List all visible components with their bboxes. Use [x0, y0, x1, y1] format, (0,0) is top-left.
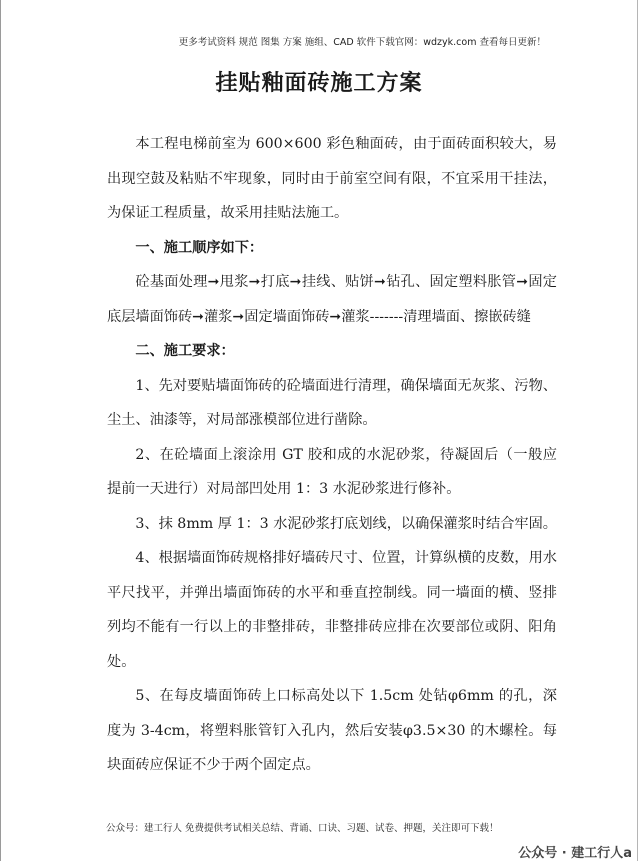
page-border-left	[0, 0, 1, 861]
section-heading-requirements: 二、施工要求：	[135, 343, 235, 359]
intro-paragraph: 本工程电梯前室为 600×600 彩色釉面砖，由于面砖面积较大，易出现空鼓及粘贴不牢现象，同时由于前室空间有限，不宜采用干挂法，为保证工程质量，故采用挂贴法施工。	[107, 136, 557, 221]
requirement-item: 5、在每皮墙面饰砖上口标高处以下 1.5cm 处钻φ6mm 的孔，深度为 3-4cm，将塑料胀管钉入孔内，然后安装φ3.5×30 的木螺栓。每块面砖应保证不少于两个固定点。	[107, 688, 557, 773]
header-note: 更多考试资料 规范 图集 方案 施组、CAD 软件下载官网：wdzyk.com 查看每日更新！	[178, 37, 546, 48]
requirement-item: 1、先对要贴墙面饰砖的砼墙面进行清理，确保墙面无灰浆、污物、尘土、油漆等，对局部涨模部位进行凿除。	[107, 377, 557, 428]
requirement-item: 3、抹 8mm 厚 1：3 水泥砂浆打底划线，以确保灌浆时结合牢固。	[135, 515, 557, 532]
requirement-item: 2、在砼墙面上滚涂用 GT 胶和成的水泥砂浆，待凝固后（一般应提前一天进行）对局部凹处用 1：3 水泥砂浆进行修补。	[107, 446, 557, 497]
requirement-item: 4、根据墙面饰砖规格排好墙砖尺寸、位置，计算纵横的皮数，用水平尺找平，并弹出墙面饰砖的水平和垂直控制线。同一墙面的横、竖排列均不能有一行以上的非整排砖，非整排砖应排在次要部位或阴、阳角处。	[107, 550, 557, 670]
document-title: 挂贴釉面砖施工方案	[215, 71, 423, 96]
document-body	[107, 127, 557, 783]
section-heading-sequence: 一、施工顺序如下：	[135, 239, 264, 256]
watermark: 公众号 · 建工行人a	[518, 846, 632, 861]
footer-note: 公众号：建工行人 免费提供考试相关总结、背诵、口诀、习题、试卷、押题，关注即可下载！	[106, 823, 499, 834]
sequence-paragraph: 砼基面处理➞甩浆➞打底➞挂线、贴饼➞钻孔、固定塑料胀管➞固定底层墙面饰砖➞灌浆➞固定墙面饰砖➞灌浆-------清理墙面、擦嵌砖缝	[107, 274, 557, 325]
